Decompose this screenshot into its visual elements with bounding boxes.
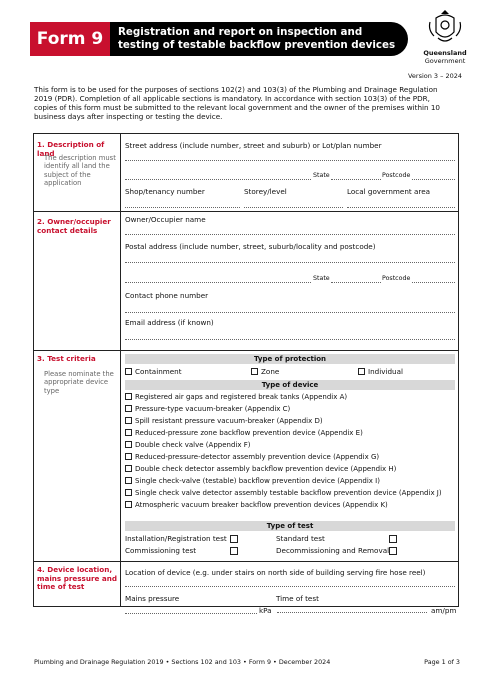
owner-name-label: Owner/Occupier name (125, 215, 206, 224)
street-address-field[interactable] (125, 160, 455, 161)
checkbox[interactable] (251, 368, 258, 375)
section-2-heading: 2. Owner/occupier contact details (37, 217, 111, 235)
checkbox[interactable] (125, 489, 132, 496)
ampm-unit-label: am/pm (431, 606, 457, 615)
owner-name-field[interactable] (125, 234, 455, 235)
mains-pressure-field[interactable] (125, 613, 257, 614)
column-divider (120, 134, 121, 606)
storey-field[interactable] (244, 207, 343, 208)
protection-individual[interactable]: Individual (358, 367, 403, 376)
phone-label: Contact phone number (125, 291, 209, 300)
section-3-note: Please nominate the appropriate device type (44, 370, 114, 395)
storey-label: Storey/level (244, 187, 287, 196)
checkbox[interactable] (125, 453, 132, 460)
time-of-test-field[interactable] (277, 612, 427, 613)
device-option[interactable]: Atmospheric vacuum breaker backflow prevention devices (Appendix K) (125, 501, 388, 509)
test-standard-label: Standard test (276, 534, 325, 543)
test-commissioning-checkbox[interactable] (230, 547, 238, 555)
device-type-header: Type of device (125, 380, 455, 390)
test-type-header: Type of test (125, 521, 455, 531)
form-title: Registration and report on inspection and testing of testable backflow prevention devices (118, 26, 396, 51)
state-label: State (313, 275, 330, 282)
postcode-label: Postcode (382, 172, 411, 179)
email-label: Email address (if known) (125, 318, 214, 327)
device-option[interactable]: Single check-valve (testable) backflow prevention device (Appendix I) (125, 477, 380, 485)
kpa-unit-label: kPa (259, 606, 272, 615)
row-divider (34, 211, 458, 212)
protection-type-header: Type of protection (125, 354, 455, 364)
row-divider (34, 350, 458, 351)
section-4-heading: 4. Device location, mains pressure and time of test (37, 565, 117, 592)
intro-paragraph: This form is to be used for the purposes of sections 102(2) and 103(3) of the Plumbing and Drainage Regulation 2019 (PDR). Completion of all applicable sections is mandatory. In accordance with section 103(3) of the PDR, copies of this form must be submitted to the relevant local government and the owner of the premises within 10 business days after inspecting or testing the device. (34, 85, 441, 121)
test-standard-checkbox[interactable] (389, 535, 397, 543)
form-table (33, 133, 459, 607)
test-decommissioning-checkbox[interactable] (389, 547, 397, 555)
checkbox[interactable] (125, 441, 132, 448)
street-address-field-2[interactable] (125, 179, 311, 180)
device-option[interactable]: Single check valve detector assembly testable backflow prevention device (Appendix J) (125, 489, 442, 497)
device-location-field[interactable] (125, 586, 455, 587)
postal-address-field[interactable] (125, 262, 455, 263)
checkbox[interactable] (358, 368, 365, 375)
footer-text: Plumbing and Drainage Regulation 2019 • Sections 102 and 103 • Form 9 • December 2024 (34, 658, 331, 666)
form-number-tag: Form 9 (30, 22, 110, 56)
test-decommissioning-label: Decommissioning and Removal (276, 546, 390, 555)
device-option[interactable]: Double check detector assembly backflow prevention device (Appendix H) (125, 465, 396, 473)
test-installation-checkbox[interactable] (230, 535, 238, 543)
page-number: Page 1 of 3 (424, 658, 460, 666)
device-location-label: Location of device (e.g. under stairs on north side of building serving fire hose reel) (125, 568, 426, 577)
checkbox[interactable] (125, 501, 132, 508)
phone-field[interactable] (125, 312, 455, 313)
postcode-label: Postcode (382, 275, 411, 282)
time-of-test-label: Time of test (276, 594, 319, 603)
state-field[interactable] (331, 179, 381, 180)
device-option[interactable]: Spill resistant pressure vacuum-breaker (Appendix D) (125, 417, 323, 425)
email-field[interactable] (125, 339, 455, 340)
checkbox[interactable] (125, 465, 132, 472)
checkbox[interactable] (125, 393, 132, 400)
protection-containment[interactable]: Containment (125, 367, 182, 376)
postcode-field[interactable] (412, 282, 455, 283)
device-option[interactable]: Registered air gaps and registered break tanks (Appendix A) (125, 393, 347, 401)
checkbox[interactable] (125, 417, 132, 424)
device-option[interactable]: Pressure-type vacuum-breaker (Appendix C) (125, 405, 290, 413)
postal-address-field-2[interactable] (125, 282, 311, 283)
state-field[interactable] (331, 282, 381, 283)
checkbox[interactable] (125, 368, 132, 375)
checkbox[interactable] (125, 405, 132, 412)
logo-wordmark: Queensland Government (423, 49, 467, 65)
mains-pressure-label: Mains pressure (125, 594, 180, 603)
section-3-heading: 3. Test criteria (37, 354, 96, 363)
device-option[interactable]: Reduced-pressure zone backflow prevention device (Appendix E) (125, 429, 363, 437)
lga-label: Local government area (347, 187, 431, 196)
test-installation-label: Installation/Registration test (125, 534, 227, 543)
test-commissioning-label: Commissioning test (125, 546, 197, 555)
street-address-label: Street address (include number, street and suburb) or Lot/plan number (125, 141, 382, 150)
row-divider (34, 561, 458, 562)
lga-field[interactable] (347, 207, 455, 208)
checkbox[interactable] (125, 477, 132, 484)
shop-field[interactable] (125, 207, 240, 208)
postcode-field[interactable] (412, 179, 455, 180)
device-option[interactable]: Reduced-pressure-detector assembly prevention device (Appendix G) (125, 453, 379, 461)
checkbox[interactable] (125, 429, 132, 436)
device-option[interactable]: Double check valve (Appendix F) (125, 441, 250, 449)
postal-address-label: Postal address (include number, street, suburb/locality and postcode) (125, 242, 376, 251)
protection-zone[interactable]: Zone (251, 367, 279, 376)
form-header (30, 22, 408, 56)
shop-label: Shop/tenancy number (125, 187, 205, 196)
version-label: Version 3 – 2024 (407, 72, 462, 80)
state-label: State (313, 172, 330, 179)
section-1-note: The description must identify all land the subject of the application (44, 154, 116, 188)
section-1-heading: 1. Description of land (37, 140, 105, 158)
